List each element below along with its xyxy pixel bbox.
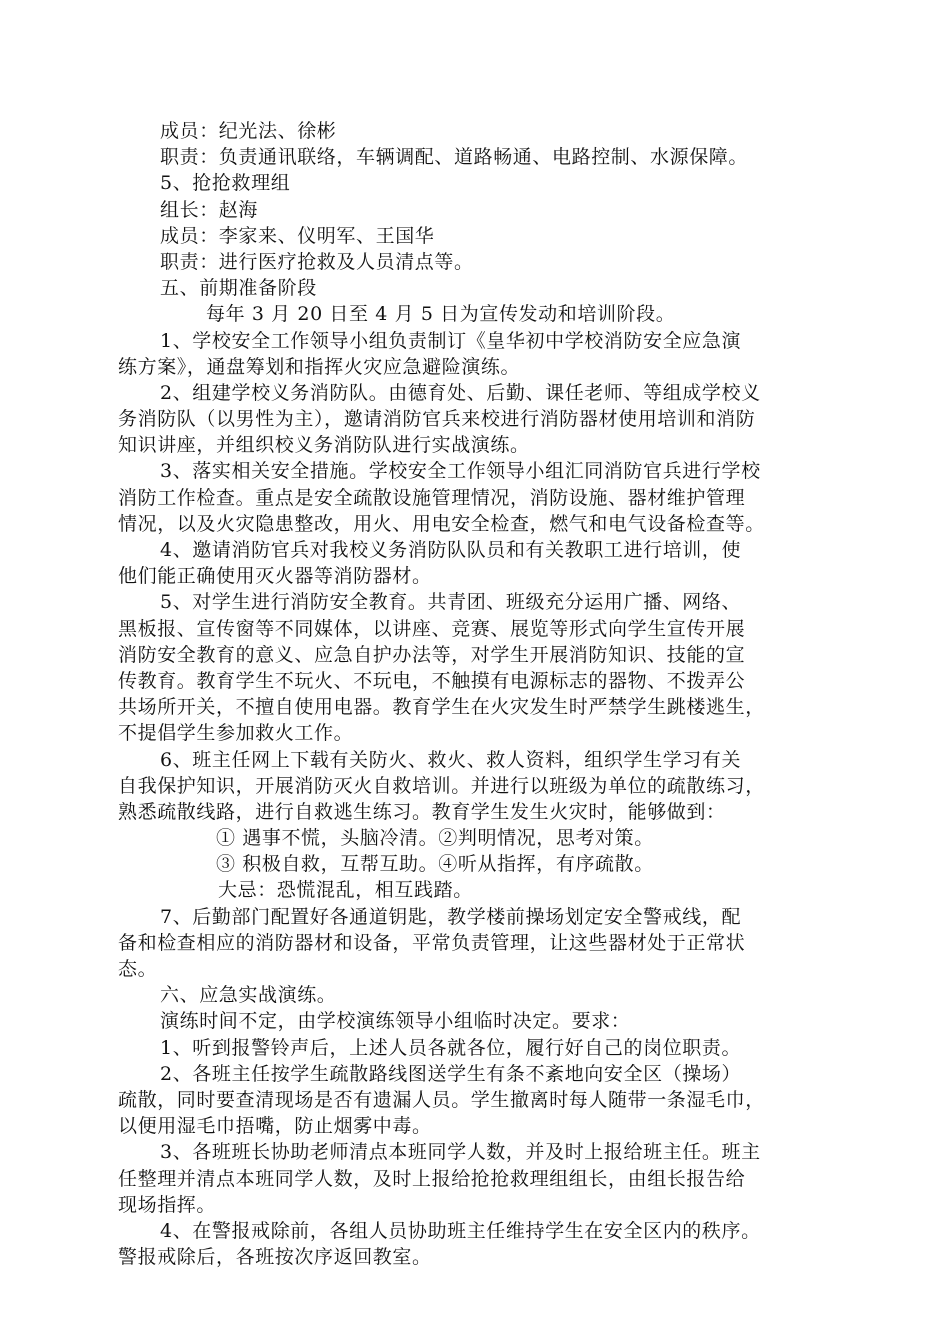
paragraph-line: 4、在警报戒除前，各组人员协助班主任维持学生在安全区内的秩序。 [160,1219,761,1242]
paragraph-line: 以便用湿毛巾捂嘴，防止烟雾中毒。 [118,1115,432,1138]
text-line: 组长：赵海 [160,198,259,221]
section-heading: 5、抢抢救理组 [160,172,291,195]
paragraph-line: 4、邀请消防官兵对我校义务消防队队员和有关教职工进行培训，使 [160,539,742,561]
paragraph-line: 消防安全教育的意义、应急自护办法等，对学生开展消防知识、技能的宣 [118,643,746,666]
paragraph-line: 疏散，同时要查清现场是否有遗漏人员。学生撤离时每人随带一条湿毛巾， [118,1088,765,1111]
list-item: ③ 积极自救，互帮互助。④听从指挥，有序疏散。 [216,853,654,876]
section-heading: 五、前期准备阶段 [160,277,317,300]
paragraph-line: 自我保护知识，开展消防灭火自救培训。并进行以班级为单位的疏散练习， [118,774,765,797]
text-line: 大忌：恐慌混乱，相互践踏。 [218,879,473,902]
paragraph-line: 熟悉疏散线路，进行自救逃生练习。教育学生发生火灾时，能够做到： [118,800,726,823]
paragraph-line: 备和检查相应的消防器材和设备，平常负责管理，让这些器材处于正常状 [118,931,746,954]
document-page [118,118,840,1270]
text-line: 职责：负责通讯联络，车辆调配、道路畅通、电路控制、水源保障。 [160,146,749,169]
paragraph-line: 黑板报、宣传窗等不同媒体，以讲座、竞赛、展览等形式向学生宣传开展 [118,617,746,640]
paragraph-line: 现场指挥。 [118,1193,217,1216]
text-line: 演练时间不定，由学校演练领导小组临时决定。要求： [160,1010,631,1033]
paragraph-line: 1、听到报警铃声后，上述人员各就各位，履行好自己的岗位职责。 [160,1036,742,1059]
paragraph-line: 消防工作检查。重点是安全疏散设施管理情况，消防设施、器材维护管理 [118,486,746,509]
paragraph-line: 任整理并清点本班同学人数，及时上报给抢抢救理组组长，由组长报告给 [118,1167,746,1190]
text-line: 每年 3 月 20 日至 4 月 5 日为宣传发动和培训阶段。 [206,303,676,326]
paragraph-line: 3、各班班长协助老师清点本班同学人数，并及时上报给班主任。班主 [160,1141,761,1164]
paragraph-line: 练方案》，通盘筹划和指挥火灾应急避险演练。 [118,355,521,378]
paragraph-line: 情况，以及火灾隐患整改，用火、用电安全检查，燃气和电气设备检查等。 [118,512,765,535]
paragraph-line: 务消防队（以男性为主），邀请消防官兵来校进行消防器材使用培训和消防 [118,408,756,431]
paragraph-line: 共场所开关，不擅自使用电器。教育学生在火灾发生时严禁学生跳楼逃生， [118,696,765,719]
paragraph-line: 传教育。教育学生不玩火、不玩电，不触摸有电源标志的器物、不拨弄公 [118,669,746,692]
paragraph-line: 3、落实相关安全措施。学校安全工作领导小组汇同消防官兵进行学校 [160,460,761,483]
paragraph-line: 2、组建学校义务消防队。由德育处、后勤、课任老师、等组成学校义 [160,381,761,404]
paragraph-line: 态。 [118,958,158,980]
paragraph-line: 知识讲座，并组织校义务消防队进行实战演练。 [118,434,530,457]
text-line: 成员：李家来、仪明军、王国华 [160,224,435,247]
paragraph-line: 5、对学生进行消防安全教育。共青团、班级充分运用广播、网络、 [160,591,742,614]
paragraph-line: 1、学校安全工作领导小组负责制订《皇华初中学校消防安全应急演 [160,329,742,352]
paragraph-line: 警报戒除后，各班按次序返回教室。 [118,1246,432,1269]
paragraph-line: 2、各班主任按学生疏散路线图送学生有条不紊地向安全区（操场） [160,1062,742,1085]
paragraph-line: 6、班主任网上下载有关防火、救火、救人资料，组织学生学习有关 [160,748,742,771]
list-item: ① 遇事不慌，头脑冷清。②判明情况，思考对策。 [216,827,654,850]
text-line: 成员：纪光法、徐彬 [160,120,337,142]
section-heading: 六、应急实战演练。 [160,984,337,1007]
paragraph-line: 不提倡学生参加救火工作。 [118,722,354,745]
paragraph-line: 他们能正确使用灭火器等消防器材。 [118,565,432,588]
text-line: 职责：进行医疗抢救及人员清点等。 [160,250,474,273]
paragraph-line: 7、后勤部门配置好各通道钥匙，教学楼前操场划定安全警戒线，配 [160,905,742,928]
